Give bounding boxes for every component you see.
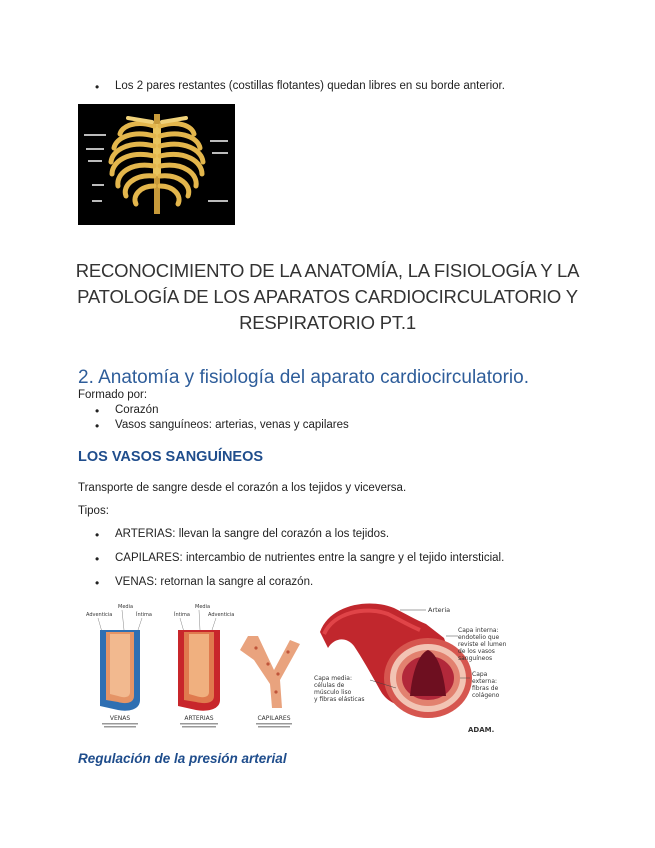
bullet-dot: •	[95, 528, 100, 542]
label-media: Media	[118, 604, 134, 610]
rib-cage-illustration	[78, 104, 235, 225]
label-media: Media	[195, 604, 211, 610]
list-item	[95, 528, 390, 542]
bullet-dot: •	[95, 80, 100, 94]
bullet-text: Los 2 pares restantes (costillas flotantes) quedan libres en su borde anterior.	[115, 80, 505, 92]
list-item	[95, 419, 349, 433]
vasos-heading: LOS VASOS SANGUÍNEOS	[78, 449, 264, 465]
label-intima: Íntima	[136, 612, 152, 618]
caption-venas: VENAS	[109, 715, 131, 722]
bullet-dot: •	[95, 552, 100, 566]
bullet-dot: •	[95, 419, 100, 433]
list-item-text: CAPILARES: intercambio de nutrientes entre la sangre y el tejido intersticial.	[115, 552, 505, 564]
list-item-text: VENAS: retornan la sangre al corazón.	[115, 576, 314, 588]
caption-arterias: ARTERIAS	[184, 715, 214, 722]
list-item-text: Corazón	[115, 404, 159, 416]
rib-cage-image	[78, 104, 235, 225]
vessel-types-figure	[78, 600, 310, 730]
adam-logo: ADAM.	[468, 726, 495, 734]
list-item-text: ARTERIAS: llevan la sangre del corazón a los tejidos.	[115, 528, 390, 540]
section-heading: 2. Anatomía y fisiología del aparato cardiocirculatorio.	[78, 367, 529, 388]
bullet-dot: •	[95, 404, 100, 418]
bullet-dot: •	[95, 576, 100, 590]
bullet-floating-ribs	[95, 80, 505, 94]
tipos-label: Tipos:	[78, 505, 109, 517]
list-item	[95, 404, 159, 418]
label-intima: Íntima	[174, 612, 190, 618]
label-capa-interna: Capa interna: endotelio que reviste el lumen de los vasos sanguíneos	[458, 627, 507, 662]
artery-structure-figure	[310, 598, 520, 736]
regulacion-heading: Regulación de la presión arterial	[78, 751, 287, 766]
vessel-types-illustration	[78, 600, 310, 730]
artery-structure-illustration	[310, 598, 520, 736]
caption-capilares: CAPILARES	[257, 715, 291, 722]
list-item-text: Vasos sanguíneos: arterias, venas y capilares	[115, 419, 349, 431]
label-adventicia: Adventicia	[208, 612, 235, 618]
label-arteria: Arteria	[428, 606, 451, 614]
list-item	[95, 576, 314, 590]
label-capa-externa: Capa externa: fibras de colágeno	[472, 671, 500, 699]
label-adventicia: Adventicia	[86, 612, 113, 618]
page-title: RECONOCIMIENTO DE LA ANATOMÍA, LA FISIOLOGÍA Y LA PATOLOGÍA DE LOS APARATOS CARDIOCIRCULATORIO Y RESPIRATORIO PT.1	[75, 260, 580, 333]
list-item	[95, 552, 505, 566]
formado-por-label: Formado por:	[78, 389, 148, 401]
label-capa-media: Capa media: células de músculo liso y fibras elásticas	[314, 675, 365, 703]
transporte-text: Transporte de sangre desde el corazón a los tejidos y viceversa.	[78, 482, 407, 494]
